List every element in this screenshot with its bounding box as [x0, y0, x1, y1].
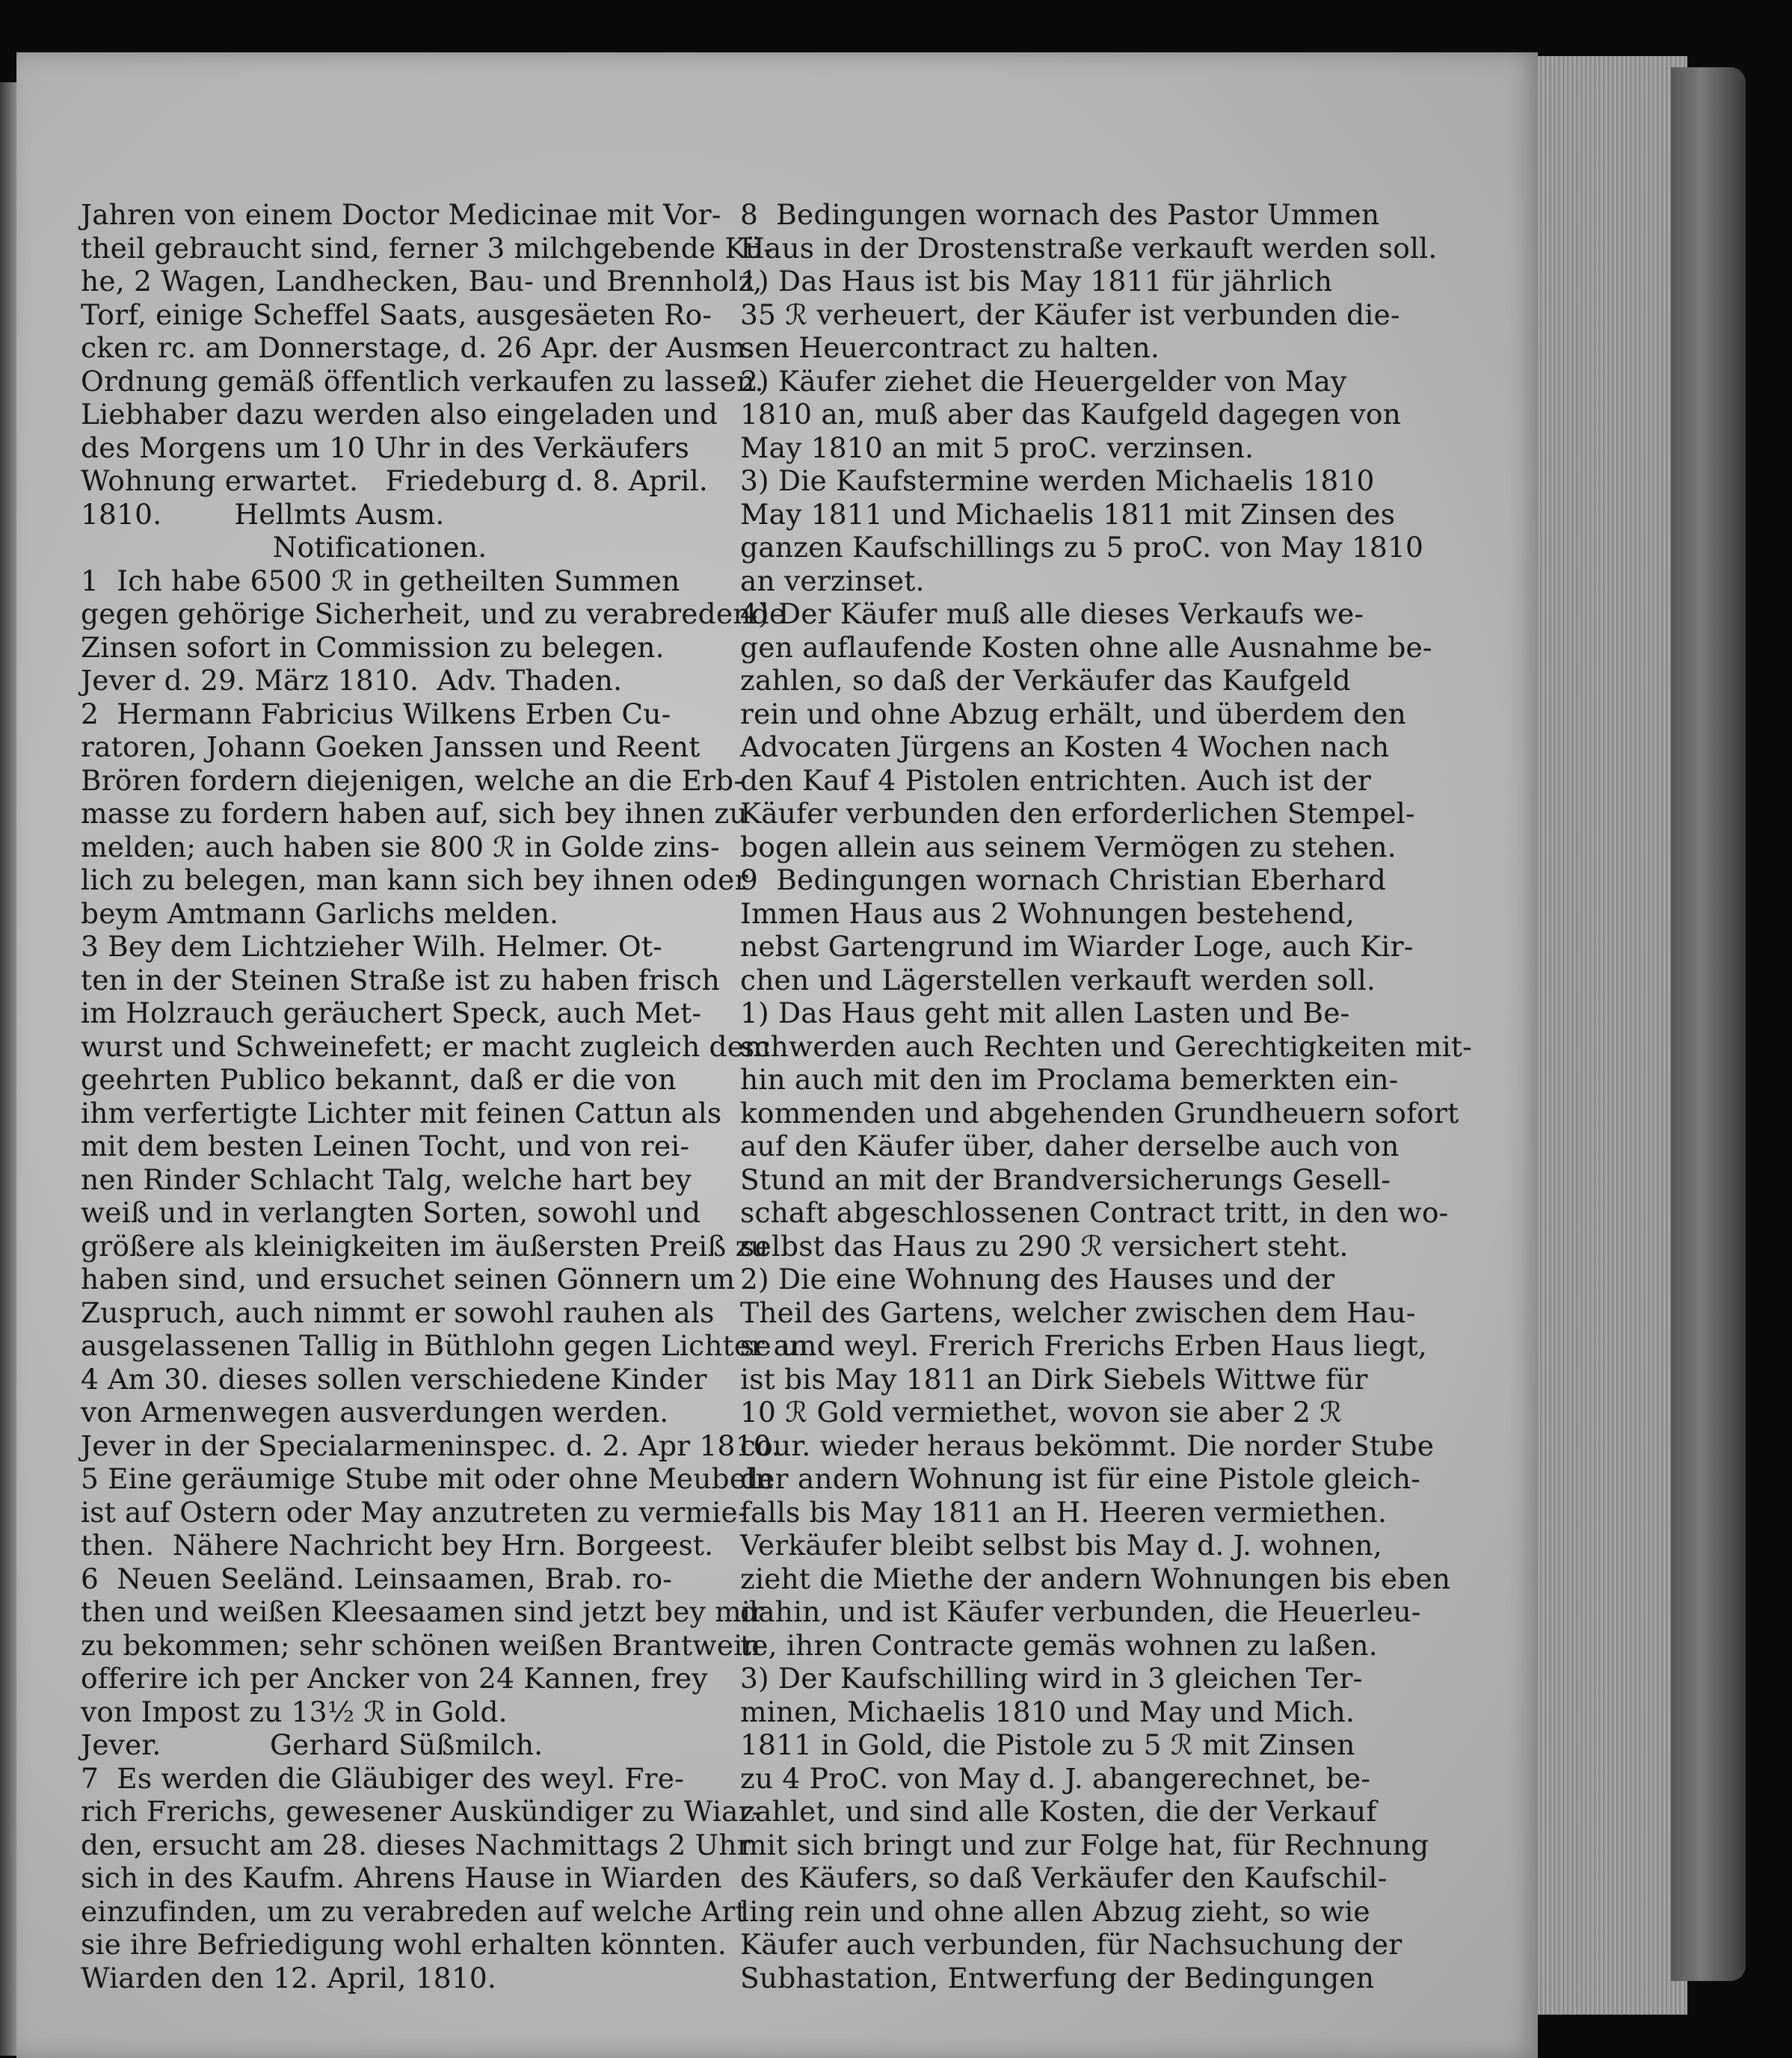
text-line: zu bekommen; sehr schönen weißen Brantwein	[81, 1628, 761, 1662]
text-line: 3 Bey dem Lichtzieher Wilh. Helmer. Ot-	[81, 930, 662, 963]
text-line: schwerden auch Rechten und Gerechtigkeiten mit-	[740, 1029, 1473, 1063]
text-line: Torf, einige Scheffel Saats, ausgesäeten Ro-	[81, 298, 712, 331]
text-line: von Impost zu 13½ ℛ in Gold.	[81, 1695, 508, 1728]
text-line: geehrten Publico bekannt, daß er die von	[81, 1063, 677, 1096]
text-line: Theil des Gartens, welcher zwischen dem Hau-	[740, 1296, 1416, 1329]
text-line: Käufer verbunden den erforderlichen Stempel-	[740, 797, 1415, 830]
text-line: ling rein und ohne allen Abzug zieht, so wie	[740, 1894, 1370, 1928]
text-line: schaft abgeschlossenen Contract tritt, in den wo-	[740, 1196, 1449, 1229]
text-line: Immen Haus aus 2 Wohnungen bestehend,	[740, 896, 1355, 930]
text-line: 8 Bedingungen wornach des Pastor Ummen	[740, 198, 1380, 231]
text-line: rein und ohne Abzug erhält, und überdem den	[740, 697, 1406, 730]
text-line: nen Rinder Schlacht Talg, welche hart bey	[81, 1162, 692, 1196]
text-line: gegen gehörige Sicherheit, und zu verabredende	[81, 597, 786, 630]
text-line: Notificationen.	[272, 531, 487, 564]
text-line: then und weißen Kleesaamen sind jetzt bey mir	[81, 1595, 765, 1628]
text-line: 1810. Hellmts Ausm.	[81, 497, 445, 531]
text-line: ganzen Kaufschillings zu 5 proC. von May 1810	[740, 531, 1424, 564]
text-line: theil gebraucht sind, ferner 3 milchgebende Kü-	[81, 231, 774, 265]
text-line: wurst und Schweinefett; er macht zugleich dem	[81, 1029, 771, 1063]
text-line: ten in der Steinen Straße ist zu haben frisch	[81, 963, 721, 996]
right-text-column	[740, 198, 1473, 1994]
text-line: 6 Neuen Seeländ. Leinsaamen, Brab. ro-	[81, 1562, 673, 1595]
text-line: 1 Ich habe 6500 ℛ in getheilten Summen	[81, 564, 680, 597]
text-line: 4 Am 30. dieses sollen verschiedene Kinder	[81, 1362, 707, 1396]
text-line: se und weyl. Frerich Frerichs Erben Haus liegt,	[740, 1329, 1427, 1362]
text-line: Liebhaber dazu werden also eingeladen und	[81, 398, 718, 431]
text-line: gen auflaufende Kosten ohne alle Ausnahme be-	[740, 630, 1432, 664]
text-line: sie ihre Befriedigung wohl erhalten könnten.	[81, 1928, 727, 1961]
text-line: May 1810 an mit 5 proC. verzinsen.	[740, 431, 1254, 464]
text-line: minen, Michaelis 1810 und May und Mich.	[740, 1695, 1355, 1728]
text-line: im Holzrauch geräuchert Speck, auch Met-	[81, 996, 702, 1029]
text-line: an verzinset.	[740, 564, 925, 597]
text-line: Zuspruch, auch nimmt er sowohl rauhen als	[81, 1296, 715, 1329]
text-line: falls bis May 1811 an H. Heeren vermiethen.	[740, 1495, 1388, 1529]
text-line: 10 ℛ Gold vermiethet, wovon sie aber 2 ℛ	[740, 1396, 1343, 1429]
text-line: nebst Gartengrund im Wiarder Loge, auch Kir-	[740, 930, 1414, 963]
text-line: Wiarden den 12. April, 1810.	[81, 1961, 497, 1994]
text-line: ausgelassenen Tallig in Büthlohn gegen Lichter an.	[81, 1329, 818, 1362]
text-line: chen und Lägerstellen verkauft werden soll.	[740, 963, 1376, 996]
text-line: bogen allein aus seinem Vermögen zu stehen.	[740, 830, 1397, 863]
text-line: Haus in der Drostenstraße verkauft werden soll.	[740, 231, 1438, 265]
text-line: der andern Wohnung ist für eine Pistole gleich-	[740, 1462, 1421, 1495]
text-line: zu 4 ProC. von May d. J. abangerechnet, be-	[740, 1761, 1371, 1795]
text-line: cken rc. am Donnerstage, d. 26 Apr. der Ausm.	[81, 331, 755, 364]
text-line: einzufinden, um zu verabreden auf welche Art	[81, 1894, 747, 1928]
text-line: cour. wieder heraus bekömmt. Die norder Stube	[740, 1429, 1435, 1462]
text-line: zahlet, und sind alle Kosten, die der Verkauf	[740, 1795, 1377, 1828]
text-line: 1) Das Haus ist bis May 1811 für jährlich	[740, 265, 1333, 298]
text-line: Käufer auch verbunden, für Nachsuchung der	[740, 1928, 1402, 1961]
text-line: ratoren, Johann Goeken Janssen und Reent	[81, 730, 701, 763]
text-line: Brören fordern diejenigen, welche an die Erb-	[81, 763, 744, 797]
text-line: May 1811 und Michaelis 1811 mit Zinsen des	[740, 497, 1396, 531]
text-line: offerire ich per Ancker von 24 Kannen, frey	[81, 1662, 708, 1695]
text-line: haben sind, und ersuchet seinen Gönnern um	[81, 1263, 736, 1296]
text-line: 3) Die Kaufstermine werden Michaelis 1810	[740, 464, 1375, 497]
text-line: Verkäufer bleibt selbst bis May d. J. wohnen,	[740, 1529, 1382, 1562]
text-line: Jever in der Specialarmeninspec. d. 2. Apr 1810.	[81, 1429, 780, 1462]
text-line: masse zu fordern haben auf, sich bey ihnen zu	[81, 797, 748, 830]
text-line: zahlen, so daß der Verkäufer das Kaufgeld	[740, 664, 1351, 697]
text-line: Wohnung erwartet. Friedeburg d. 8. April.	[81, 464, 709, 497]
text-line: selbst das Haus zu 290 ℛ versichert steht.	[740, 1229, 1349, 1263]
text-line: ihm verfertigte Lichter mit feinen Cattun als	[81, 1096, 722, 1130]
left-text-column	[81, 198, 818, 1994]
text-line: 7 Es werden die Gläubiger des weyl. Fre-	[81, 1761, 685, 1795]
text-line: beym Amtmann Garlichs melden.	[81, 896, 559, 930]
text-line: zieht die Miethe der andern Wohnungen bis eben	[740, 1562, 1451, 1595]
text-line: kommenden und abgehenden Grundheuern sofort	[740, 1096, 1459, 1130]
text-line: rich Frerichs, gewesener Auskündiger zu Wiar-	[81, 1795, 762, 1828]
left-page-edge	[0, 82, 16, 2056]
book-cover-edge	[1671, 67, 1746, 1981]
text-line: auf den Käufer über, daher derselbe auch von	[740, 1130, 1400, 1162]
text-line: Stund an mit der Brandversicherungs Gesell-	[740, 1162, 1391, 1196]
text-line: Zinsen sofort in Commission zu belegen.	[81, 630, 665, 664]
text-line: Ordnung gemäß öffentlich verkaufen zu lassen.	[81, 364, 764, 398]
text-line: 4) Der Käufer muß alle dieses Verkaufs we-	[740, 597, 1364, 630]
text-line: mit dem besten Leinen Tocht, und von rei-	[81, 1130, 690, 1162]
text-line: he, 2 Wagen, Landhecken, Bau- und Brennholz,	[81, 265, 763, 298]
text-line: ist auf Ostern oder May anzutreten zu vermie-	[81, 1495, 748, 1529]
text-line: 2 Hermann Fabricius Wilkens Erben Cu-	[81, 697, 671, 730]
text-line: Jever d. 29. März 1810. Adv. Thaden.	[81, 664, 623, 697]
text-line: von Armenwegen ausverdungen werden.	[81, 1396, 669, 1429]
text-line: des Morgens um 10 Uhr in des Verkäufers	[81, 431, 690, 464]
text-line: 3) Der Kaufschilling wird in 3 gleichen Ter-	[740, 1662, 1363, 1695]
text-line: te, ihren Contracte gemäs wohnen zu laßen.	[740, 1628, 1378, 1662]
text-line: 35 ℛ verheuert, der Käufer ist verbunden die-	[740, 298, 1400, 331]
text-line: hin auch mit den im Proclama bemerkten ein-	[740, 1063, 1399, 1096]
text-line: then. Nähere Nachricht bey Hrn. Borgeest.	[81, 1529, 714, 1562]
text-line: weiß und in verlangten Sorten, sowohl und	[81, 1196, 701, 1229]
text-line: 2) Die eine Wohnung des Hauses und der	[740, 1263, 1335, 1296]
text-line: lich zu belegen, man kann sich bey ihnen oder	[81, 863, 748, 896]
page-block-edges	[1538, 56, 1687, 2015]
text-line: des Käufers, so daß Verkäufer den Kaufschil-	[740, 1861, 1388, 1894]
text-line: sich in des Kaufm. Ahrens Hause in Wiarden	[81, 1861, 722, 1894]
text-line: ist bis May 1811 an Dirk Siebels Wittwe für	[740, 1362, 1368, 1396]
text-line: Advocaten Jürgens an Kosten 4 Wochen nach	[740, 730, 1390, 763]
text-line: mit sich bringt und zur Folge hat, für Rechnung	[740, 1828, 1429, 1861]
text-line: 1811 in Gold, die Pistole zu 5 ℛ mit Zinsen	[740, 1728, 1355, 1761]
text-line: 1810 an, muß aber das Kaufgeld dagegen von	[740, 398, 1401, 431]
text-line: 9 Bedingungen wornach Christian Eberhard	[740, 863, 1386, 896]
text-line: 2) Käufer ziehet die Heuergelder von May	[740, 364, 1347, 398]
text-line: Jahren von einem Doctor Medicinae mit Vor-	[81, 198, 721, 231]
text-line: Subhastation, Entwerfung der Bedingungen	[740, 1961, 1375, 1994]
text-line: Jever. Gerhard Süßmilch.	[81, 1728, 544, 1761]
text-line: den Kauf 4 Pistolen entrichten. Auch ist der	[740, 763, 1371, 797]
text-line: 1) Das Haus geht mit allen Lasten und Be-	[740, 996, 1350, 1029]
text-line: sen Heuercontract zu halten.	[740, 331, 1160, 364]
text-line: den, ersucht am 28. dieses Nachmittags 2 Uhr	[81, 1828, 751, 1861]
text-line: melden; auch haben sie 800 ℛ in Golde zins-	[81, 830, 720, 863]
text-line: 5 Eine geräumige Stube mit oder ohne Meubeln	[81, 1462, 774, 1495]
text-line: dahin, und ist Käufer verbunden, die Heuerleu-	[740, 1595, 1421, 1628]
text-line: größere als kleinigkeiten im äußersten Preiß zu	[81, 1229, 769, 1263]
